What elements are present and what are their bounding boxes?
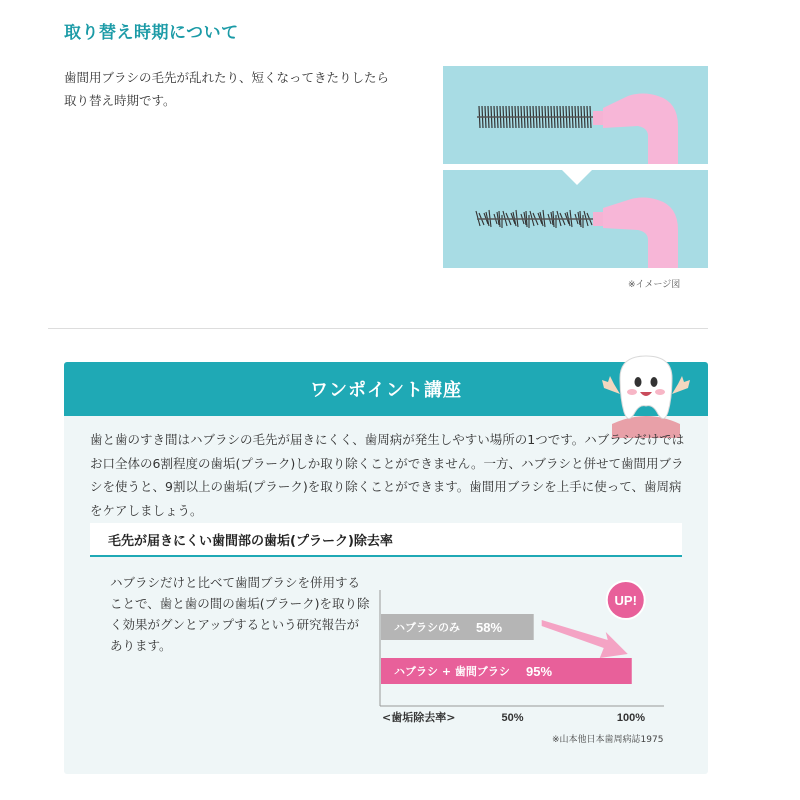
x-axis-label: <歯垢除去率> [382,711,456,724]
up-badge-label: UP! [614,593,637,608]
new-brush-illustration [443,66,708,164]
lecture-body: 歯と歯のすき間はハブラシの毛先が届きにくく、歯周病が発生しやすい場所の1つです。ハブラシだけではお口全体の6割程度の歯垢(プラーク)しか取り除くことができません。一方、ハブラシと併せて歯間用ブラシを使うと、9割以上の歯垢(プラーク)を取り除くことができます。歯間用ブラシを上手に使って、歯周病をケアしましょう。 [90,432,685,518]
brush-new-image [443,66,708,164]
removal-rate-chart [370,578,690,748]
section-title: 取り替え時期について [64,23,239,43]
section-divider [48,328,708,329]
x-tick-label: 50% [501,712,524,724]
up-arrow-icon [542,620,628,658]
bar-1-value-label: 58% [476,620,503,635]
chart-description: ハブラシだけと比べて歯間ブラシを併用することで、歯と歯の間の歯垢(プラーク)を取り除く効果がグンとアップするという研究報告があります。 [110,575,370,653]
up-badge [607,581,645,619]
bar-2-category: ハブラシ + 歯間ブラシ [394,665,510,678]
chart-subheading: 毛先が届きにくい歯間部の歯垢(プラーク)除去率 [108,534,393,549]
chart-source: ※山本他日本歯周病誌1975 [552,735,664,745]
tooth-mascot-icon [598,348,694,438]
lecture-title: ワンポイント講座 [310,380,462,401]
bar-2-value-label: 95% [526,664,553,679]
image-caption: ※イメージ図 [628,280,681,290]
transition-arrow [560,168,594,185]
section-body: 歯間用ブラシの毛先が乱れたり、短くなってきたりしたら取り替え時期です。 [64,70,390,108]
bar-1-category: ハブラシのみ [394,621,460,634]
x-tick-label: 100% [616,712,645,724]
